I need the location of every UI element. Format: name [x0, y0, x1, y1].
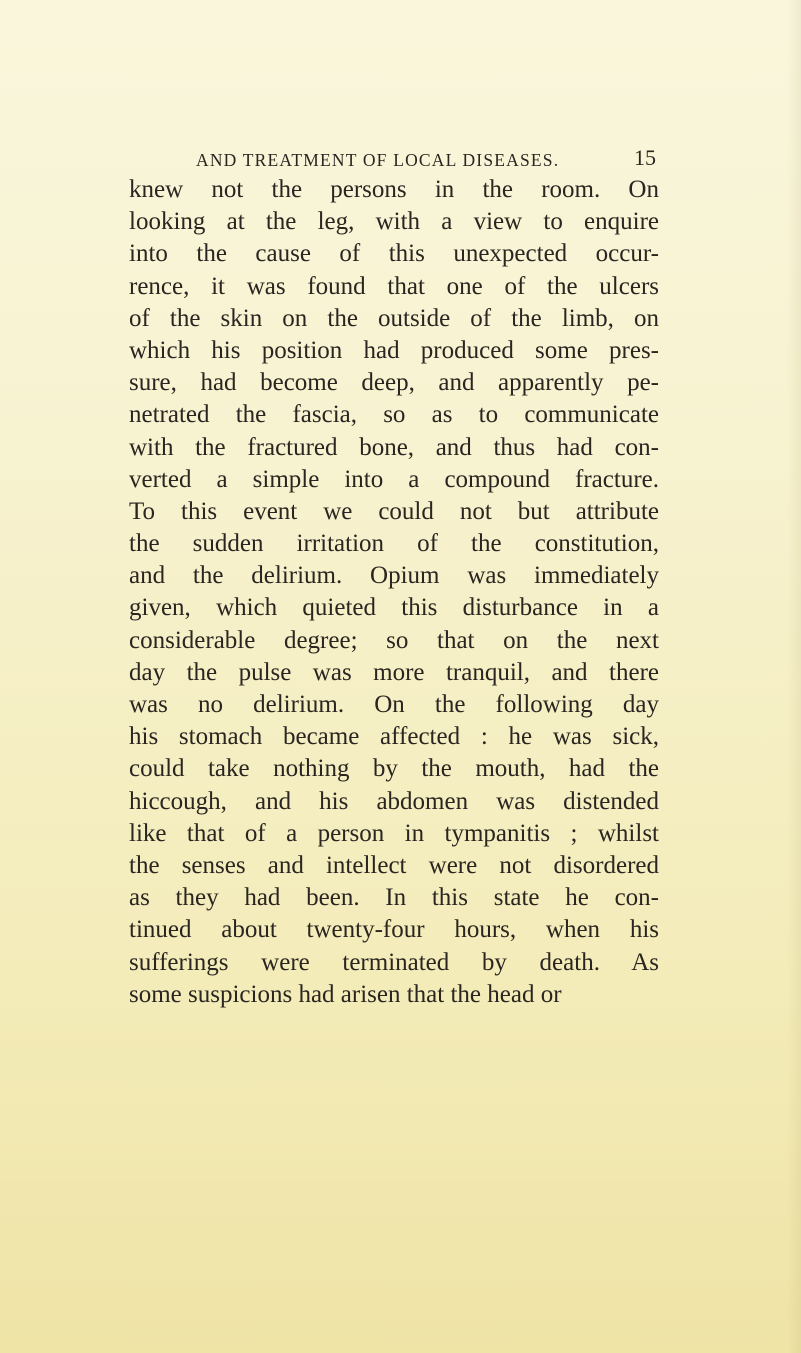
page-edge-shadow [787, 0, 801, 1353]
body-text [129, 174, 659, 1011]
text-line: like that of a person in tympanitis ; whilst [129, 819, 659, 847]
text-line: was no delirium. On the following day [129, 691, 659, 718]
text-line: sufferings were terminated by death. As [129, 948, 659, 976]
text-line: given, which quieted this disturbance in a [129, 594, 659, 622]
text-line: considerable degree; so that on the next [129, 626, 659, 654]
text-line: sure, had become deep, and apparently pe- [129, 369, 659, 397]
text-line: To this event we could not but attribute [129, 497, 659, 525]
text-line: looking at the leg, with a view to enquire [129, 208, 659, 236]
text-line: with the fractured bone, and thus had con- [129, 433, 659, 461]
text-line: verted a simple into a compound fracture. [129, 465, 659, 493]
text-line: knew not the persons in the room. On [129, 176, 659, 203]
text-line: as they had been. In this state he con- [129, 884, 659, 912]
text-line: of the skin on the outside of the limb, on [129, 304, 659, 332]
text-line: hiccough, and his abdomen was distended [129, 787, 659, 815]
text-line: the sudden irritation of the constitution, [129, 530, 659, 558]
text-line: rence, it was found that one of the ulcers [129, 272, 659, 300]
page-number: 15 [634, 145, 656, 170]
text-line: into the cause of this unexpected occur- [129, 240, 659, 268]
text-line: which his position had produced some pres- [129, 336, 659, 364]
text-line: netrated the fascia, so as to communicate [129, 401, 659, 429]
text-line: tinued about twenty-four hours, when his [129, 916, 659, 944]
text-line: and the delirium. Opium was immediately [129, 562, 659, 590]
text-line: some suspicions had arisen that the head or [129, 980, 562, 1008]
running-head [196, 147, 656, 173]
running-title: AND TREATMENT OF LOCAL DISEASES. [196, 150, 560, 170]
text-line: could take nothing by the mouth, had the [129, 755, 659, 783]
text-line: day the pulse was more tranquil, and there [129, 658, 659, 686]
text-line: his stomach became affected : he was sick, [129, 723, 659, 751]
text-line: the senses and intellect were not disordered [129, 851, 659, 879]
